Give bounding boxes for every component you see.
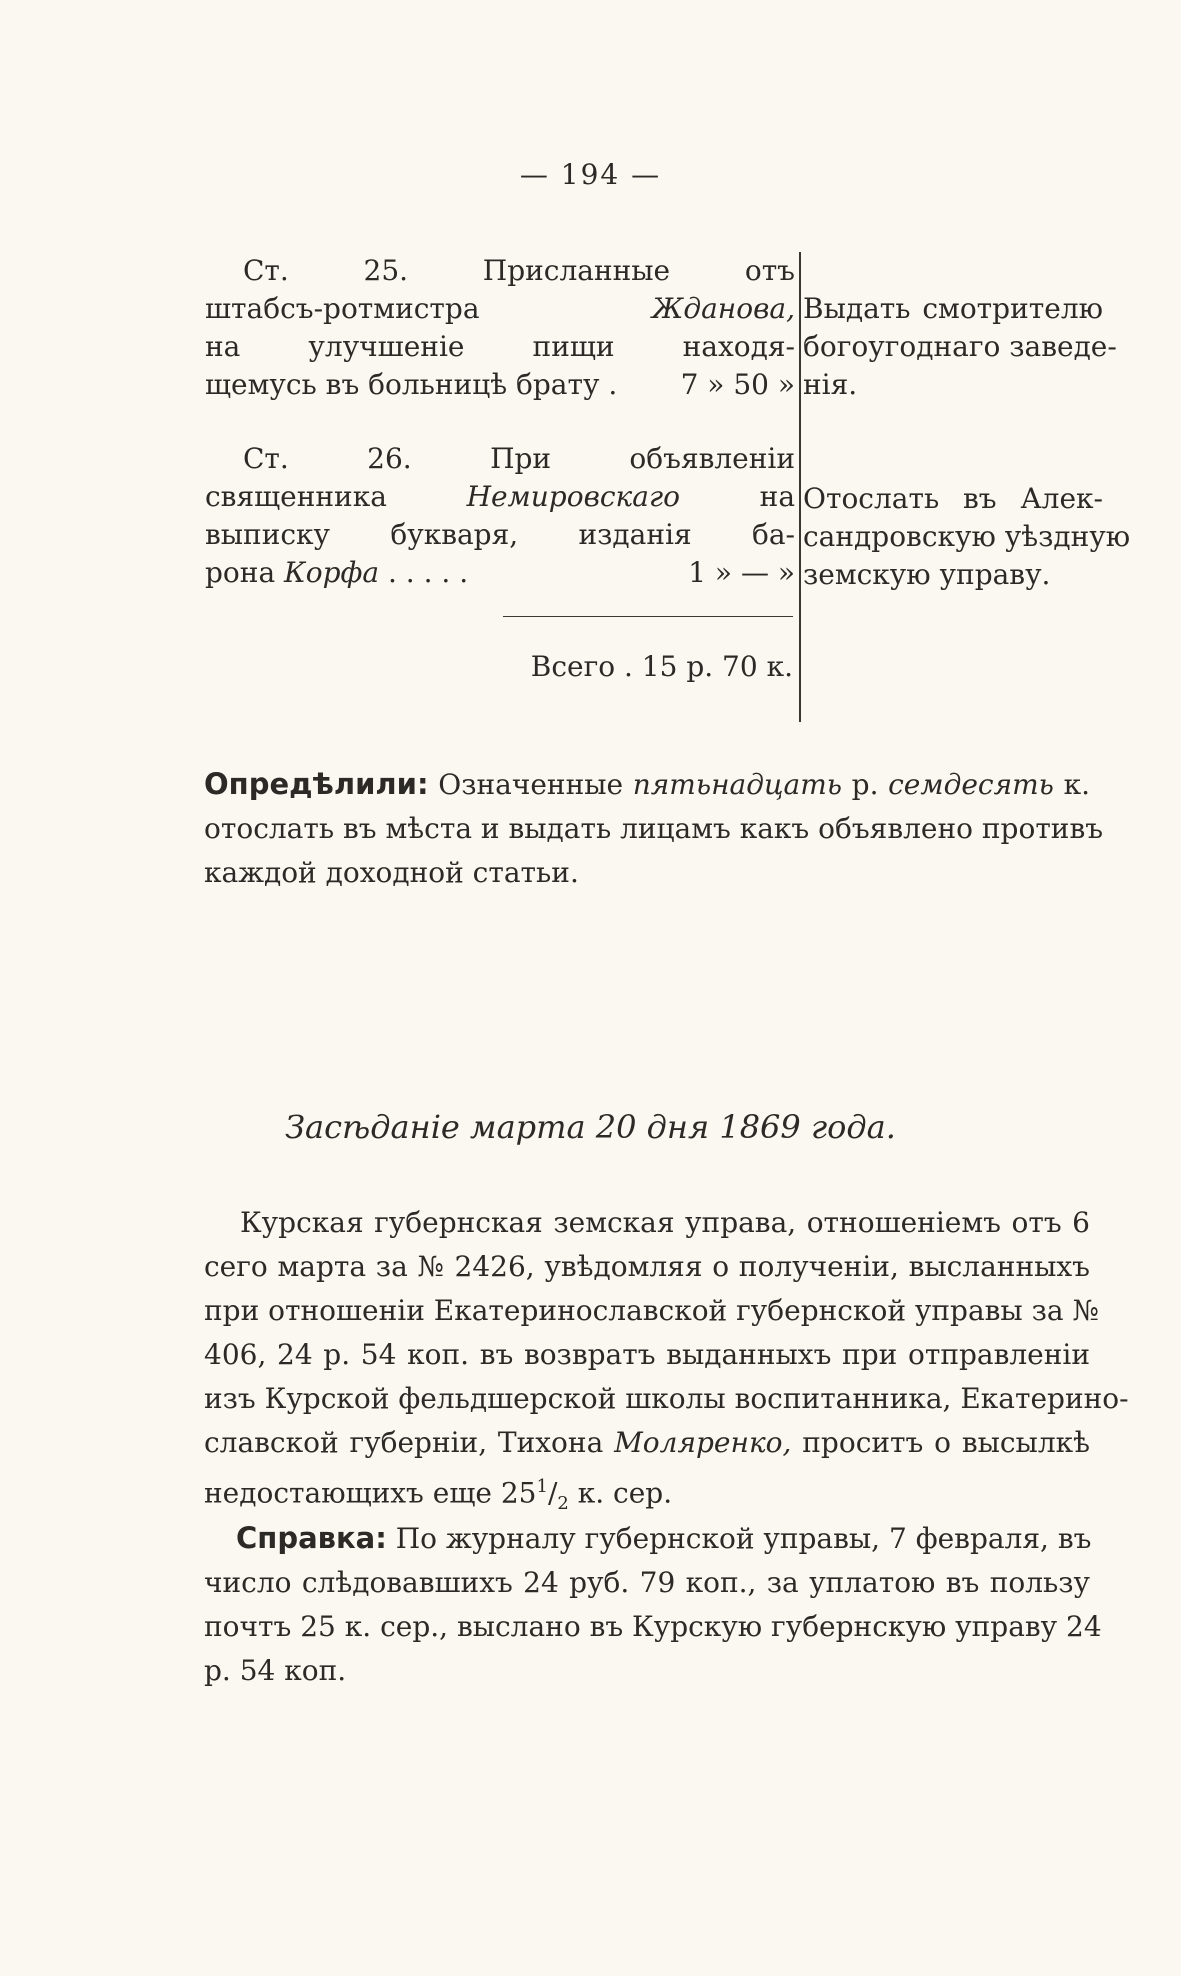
- paragraph-line: изъ Курской фельдшерской школы воспитанника, Екатерино-: [204, 1382, 1129, 1415]
- item-amount: 1 » — »: [688, 556, 795, 589]
- text: р.: [851, 768, 879, 801]
- leader-dots: . . . . .: [379, 556, 469, 589]
- ledger-item-line: [205, 440, 795, 478]
- paragraph-line: р. 54 коп.: [204, 1654, 347, 1687]
- resolution-paragraph: [204, 762, 1104, 895]
- kursk-paragraph: [204, 1201, 1129, 1526]
- note-line: земскую управу.: [803, 558, 1051, 591]
- ledger-note-26: [803, 480, 1131, 594]
- text: недостающихъ еще 25: [204, 1476, 537, 1510]
- item-text: При объявленіи: [490, 442, 796, 475]
- text: к. сер.: [577, 1476, 673, 1510]
- text: славской губерніи, Тихона: [204, 1426, 604, 1459]
- amount-words: пятьнадцать: [632, 768, 843, 801]
- item-text: на: [759, 480, 796, 513]
- amount-words: семдесять: [888, 768, 1054, 801]
- ledger-item-line: [205, 478, 795, 516]
- note-line: нія.: [803, 368, 858, 401]
- fraction-numerator: 1: [536, 1476, 548, 1497]
- item-amount: 7 » 50 »: [680, 368, 795, 401]
- ledger-item-line: [205, 554, 795, 592]
- ledger-notes: [803, 290, 1131, 632]
- paragraph-line: 406, 24 р. 54 коп. въ возвратъ выданныхъ при отправленіи: [204, 1338, 1090, 1371]
- page-number: — 194 —: [519, 158, 662, 191]
- ledger-total: Всего . 15 р. 70 к.: [530, 650, 793, 683]
- text: к.: [1063, 768, 1090, 801]
- ledger-item-line: [205, 252, 795, 290]
- note-line: Отослать въ Алек-: [803, 482, 1103, 515]
- ledger-items: [205, 252, 795, 592]
- note-line: сандровскую уѣздную: [803, 520, 1131, 553]
- ledger-item-line: [205, 290, 795, 328]
- text: проситъ о высылкѣ: [802, 1426, 1091, 1459]
- column-divider: [799, 252, 801, 722]
- paragraph-line: число слѣдовавшихъ 24 руб. 79 коп., за уплатою въ пользу: [204, 1566, 1090, 1599]
- paragraph-line: [204, 1421, 1090, 1465]
- item-text: Присланные отъ: [482, 254, 795, 287]
- person-name: Жданова,: [651, 292, 795, 325]
- note-line: Выдать смотрителю: [803, 292, 1103, 325]
- person-name: Моляренко,: [614, 1426, 792, 1459]
- ledger-item-line: на улучшеніе пищи находя-: [205, 330, 795, 363]
- fraction-denominator: 2: [557, 1492, 569, 1514]
- ledger-item-25: [205, 252, 795, 404]
- paragraph-line: отослать въ мѣста и выдать лицамъ какъ объявлено противъ: [204, 812, 1104, 845]
- text: По журналу губернской управы, 7 февраля, въ: [395, 1522, 1092, 1555]
- sum-rule: [503, 616, 793, 617]
- article-label: Ст. 26.: [243, 442, 412, 475]
- paragraph-line: каждой доходной статьи.: [204, 856, 579, 889]
- paragraph-line: недостающихъ еще $25^1/_2$ к. сер.: [204, 1476, 673, 1514]
- ledger-item-line: [205, 366, 795, 404]
- paragraph-line: сего марта за № 2426, увѣдомляя о полученіи, высланныхъ: [204, 1250, 1090, 1283]
- resolution-label: Опредѣлили:: [204, 767, 429, 801]
- paragraph-line: [204, 1516, 1090, 1561]
- item-text: щемусь въ больницѣ брату .: [205, 368, 618, 401]
- person-name: Немировскаго: [466, 480, 680, 513]
- paragraph-line: при отношеніи Екатеринославской губернской управы за №: [204, 1294, 1099, 1327]
- spravka-label: Справка:: [236, 1521, 387, 1555]
- person-name: Корфа: [284, 556, 380, 589]
- session-title: Засѣданіе марта 20 дня 1869 года.: [285, 1108, 896, 1146]
- ledger-item-26: [205, 440, 795, 592]
- paragraph-line: Курская губернская земская управа, отношеніемъ отъ 6: [240, 1206, 1090, 1239]
- spravka-paragraph: [204, 1516, 1102, 1693]
- ledger-note-25: [803, 290, 1117, 404]
- text: Означенные: [438, 768, 624, 801]
- item-text: священника: [205, 480, 387, 513]
- article-label: Ст. 25.: [243, 254, 409, 287]
- item-text: рона: [205, 556, 276, 589]
- note-line: богоугоднаго заведе-: [803, 330, 1117, 363]
- item-text: штабсъ-ротмистра: [205, 292, 480, 325]
- paragraph-line: [204, 762, 1090, 807]
- paragraph-line: почтъ 25 к. сер., выслано въ Курскую губернскую управу 24: [204, 1610, 1102, 1643]
- ledger-item-line: выписку букваря, изданія ба-: [205, 518, 795, 551]
